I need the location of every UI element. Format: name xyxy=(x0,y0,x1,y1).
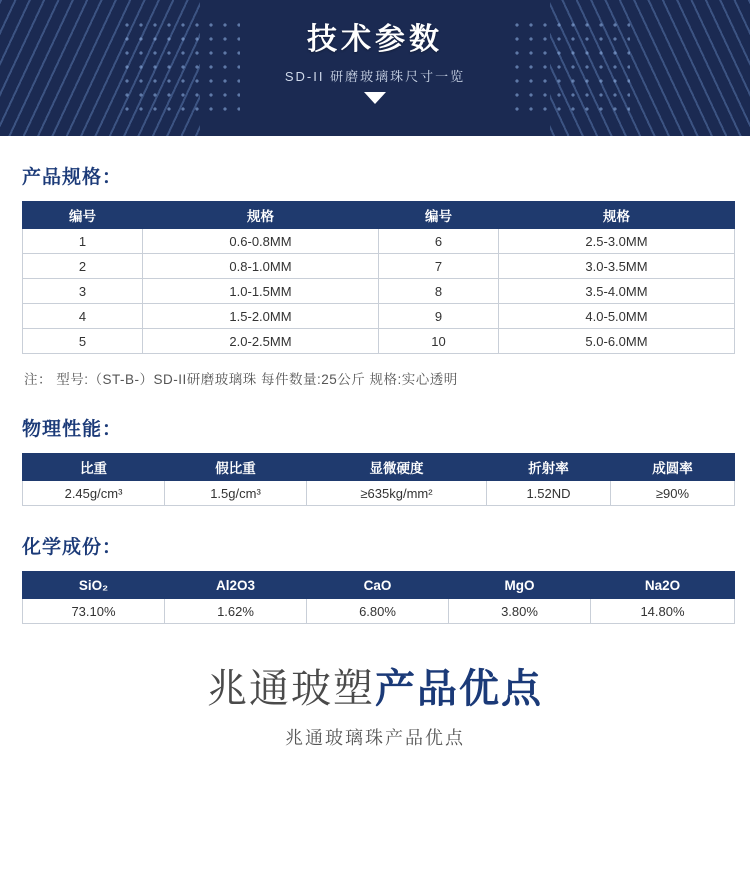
spec-cell: 3.0-3.5MM xyxy=(499,254,735,279)
chemical-cell: 6.80% xyxy=(307,599,449,624)
physical-cell: 1.52ND xyxy=(487,481,611,506)
spec-cell: 7 xyxy=(379,254,499,279)
table-row xyxy=(23,279,735,304)
chemical-cell: 1.62% xyxy=(165,599,307,624)
spec-header-cell: 编号 xyxy=(23,202,143,229)
banner-center xyxy=(0,0,750,136)
page-content xyxy=(0,162,750,750)
spec-cell: 2.5-3.0MM xyxy=(499,229,735,254)
spec-cell: 1.0-1.5MM xyxy=(143,279,379,304)
spec-cell: 0.8-1.0MM xyxy=(143,254,379,279)
spec-table-header-row xyxy=(23,202,735,229)
footer-title-brand: 兆通玻塑 xyxy=(207,667,375,711)
table-row xyxy=(23,229,735,254)
table-row xyxy=(23,599,735,624)
spec-cell: 2 xyxy=(23,254,143,279)
chemical-header-cell: SiO₂ xyxy=(23,572,165,599)
physical-cell: 1.5g/cm³ xyxy=(165,481,307,506)
physical-section-heading: 物理性能： xyxy=(22,419,123,440)
chemical-header-cell: Al2O3 xyxy=(165,572,307,599)
spec-header-cell: 编号 xyxy=(379,202,499,229)
banner-title: 技术参数 xyxy=(307,23,443,56)
chemical-section-heading: 化学成份： xyxy=(22,537,123,558)
footer-title xyxy=(18,664,732,714)
footer-title-highlight: 产品优点 xyxy=(375,667,543,711)
chemical-cell: 14.80% xyxy=(591,599,735,624)
chemical-table-header-row xyxy=(23,572,735,599)
spec-cell: 9 xyxy=(379,304,499,329)
table-row xyxy=(23,329,735,354)
triangle-down-icon xyxy=(364,92,386,104)
table-row xyxy=(23,254,735,279)
footer-subtitle: 兆通玻璃珠产品优点 xyxy=(285,728,465,748)
banner-subtitle: SD-II 研磨玻璃珠尺寸一览 xyxy=(284,69,466,84)
spec-note: 注： 型号:（ST-B-）SD-II研磨玻璃珠 每件数量:25公斤 规格:实心透明 xyxy=(24,372,458,387)
spec-cell: 5.0-6.0MM xyxy=(499,329,735,354)
spec-cell: 3.5-4.0MM xyxy=(499,279,735,304)
physical-cell: 2.45g/cm³ xyxy=(23,481,165,506)
chemical-cell: 73.10% xyxy=(23,599,165,624)
physical-cell: ≥90% xyxy=(611,481,735,506)
physical-table-header-row xyxy=(23,454,735,481)
chemical-table xyxy=(22,571,735,624)
chemical-cell: 3.80% xyxy=(449,599,591,624)
physical-header-cell: 成圆率 xyxy=(611,454,735,481)
spec-header-cell: 规格 xyxy=(143,202,379,229)
spec-cell: 3 xyxy=(23,279,143,304)
spec-cell: 5 xyxy=(23,329,143,354)
chemical-header-cell: CaO xyxy=(307,572,449,599)
chemical-header-cell: Na2O xyxy=(591,572,735,599)
spec-cell: 1.5-2.0MM xyxy=(143,304,379,329)
spec-header-cell: 规格 xyxy=(499,202,735,229)
physical-header-cell: 假比重 xyxy=(165,454,307,481)
physical-cell: ≥635kg/mm² xyxy=(307,481,487,506)
spec-cell: 8 xyxy=(379,279,499,304)
physical-header-cell: 比重 xyxy=(23,454,165,481)
spec-cell: 1 xyxy=(23,229,143,254)
spec-cell: 0.6-0.8MM xyxy=(143,229,379,254)
physical-table xyxy=(22,453,735,506)
footer-block xyxy=(18,664,732,750)
physical-header-cell: 显微硬度 xyxy=(307,454,487,481)
chemical-header-cell: MgO xyxy=(449,572,591,599)
spec-cell: 2.0-2.5MM xyxy=(143,329,379,354)
spec-cell: 4.0-5.0MM xyxy=(499,304,735,329)
spec-section-heading: 产品规格： xyxy=(22,167,123,188)
table-row xyxy=(23,481,735,506)
physical-header-cell: 折射率 xyxy=(487,454,611,481)
spec-cell: 10 xyxy=(379,329,499,354)
spec-cell: 6 xyxy=(379,229,499,254)
spec-cell: 4 xyxy=(23,304,143,329)
table-row xyxy=(23,304,735,329)
spec-table xyxy=(22,201,735,354)
page-banner xyxy=(0,0,750,136)
